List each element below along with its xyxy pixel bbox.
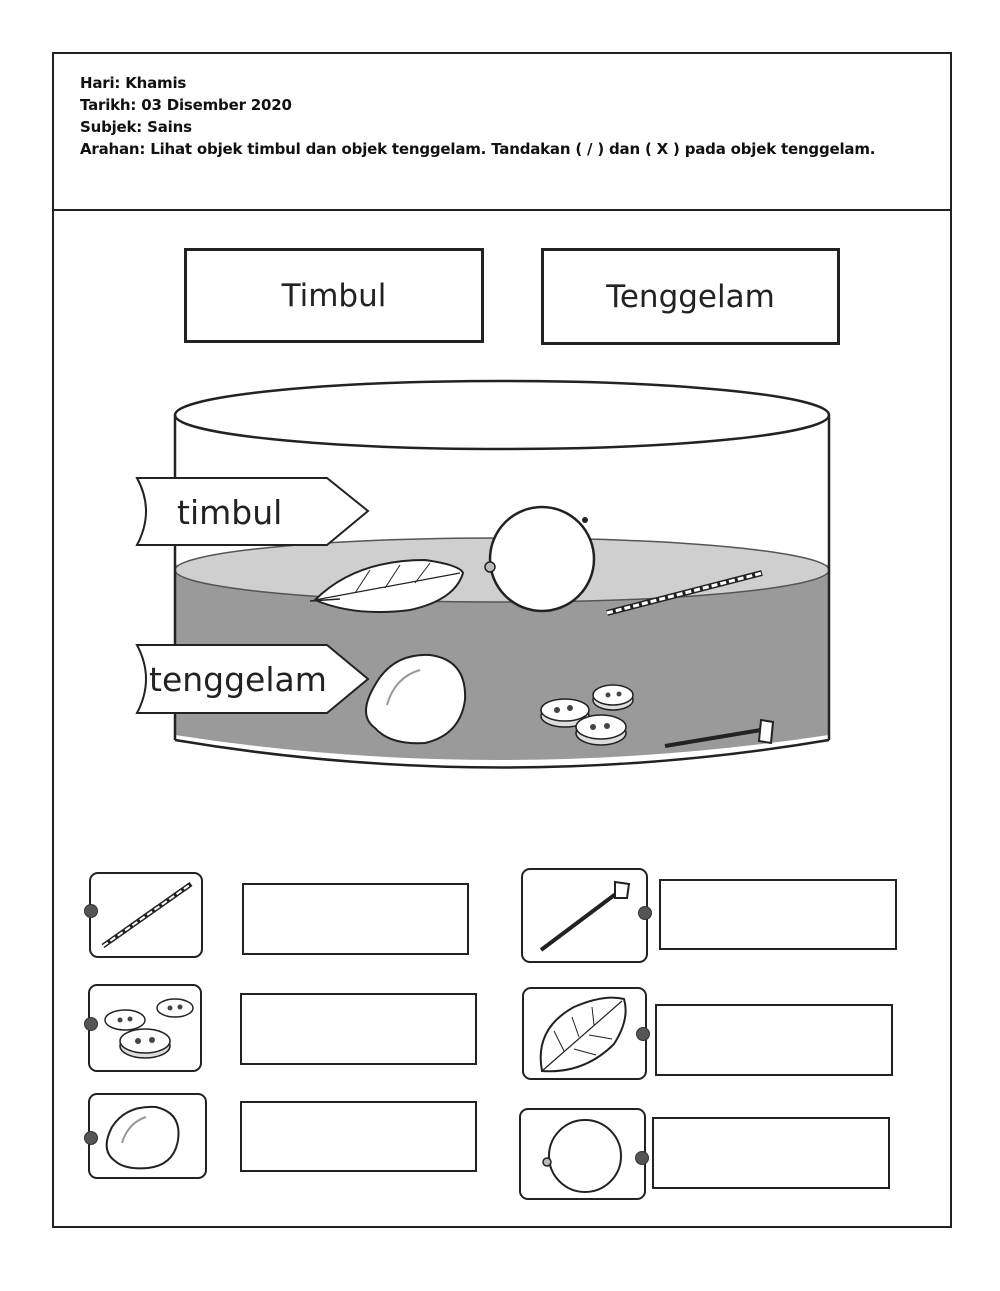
timbul-arrow-tag bbox=[137, 478, 368, 545]
straw-connector-dot[interactable] bbox=[84, 904, 98, 918]
stone-picture-card[interactable] bbox=[88, 1093, 207, 1179]
tenggelam-tag-text: tenggelam bbox=[149, 660, 327, 699]
coins-picture-card[interactable] bbox=[88, 984, 202, 1072]
straw-picture-card[interactable] bbox=[89, 872, 203, 958]
balloon-icon bbox=[521, 1110, 644, 1198]
tenggelam-arrow-tag bbox=[137, 645, 368, 713]
straw-answer-box[interactable] bbox=[242, 883, 469, 955]
water-tank-illustration bbox=[125, 325, 845, 795]
day-line: Hari: Khamis bbox=[80, 74, 187, 92]
leaf-answer-box[interactable] bbox=[655, 1004, 893, 1076]
nail-picture-card[interactable] bbox=[521, 868, 648, 963]
leaf-connector-dot[interactable] bbox=[636, 1027, 650, 1041]
leaf-icon bbox=[524, 989, 645, 1078]
coins-connector-dot[interactable] bbox=[84, 1017, 98, 1031]
date-line: Tarikh: 03 Disember 2020 bbox=[80, 96, 292, 114]
nail-connector-dot[interactable] bbox=[638, 906, 652, 920]
coins-icon bbox=[90, 986, 200, 1070]
stone-answer-box[interactable] bbox=[240, 1101, 477, 1172]
coins-answer-box[interactable] bbox=[240, 993, 477, 1065]
timbul-label: Timbul bbox=[281, 277, 387, 314]
balloon-answer-box[interactable] bbox=[652, 1117, 890, 1189]
straw-icon bbox=[91, 874, 201, 956]
leaf-picture-card[interactable] bbox=[522, 987, 647, 1080]
tenggelam-label: Tenggelam bbox=[606, 278, 775, 315]
subject-line: Subjek: Sains bbox=[80, 118, 192, 136]
nail-answer-box[interactable] bbox=[659, 879, 897, 950]
balloon-connector-dot[interactable] bbox=[635, 1151, 649, 1165]
nail-icon bbox=[523, 870, 646, 961]
timbul-tag-text: timbul bbox=[177, 493, 283, 532]
balloon-picture-card[interactable] bbox=[519, 1108, 646, 1200]
stone-icon bbox=[90, 1095, 205, 1177]
stone-connector-dot[interactable] bbox=[84, 1131, 98, 1145]
instruction-line: Arahan: Lihat objek timbul dan objek tenggelam. Tandakan ( / ) dan ( X ) pada objek tenggelam. bbox=[80, 140, 876, 158]
worksheet-header bbox=[54, 54, 950, 211]
